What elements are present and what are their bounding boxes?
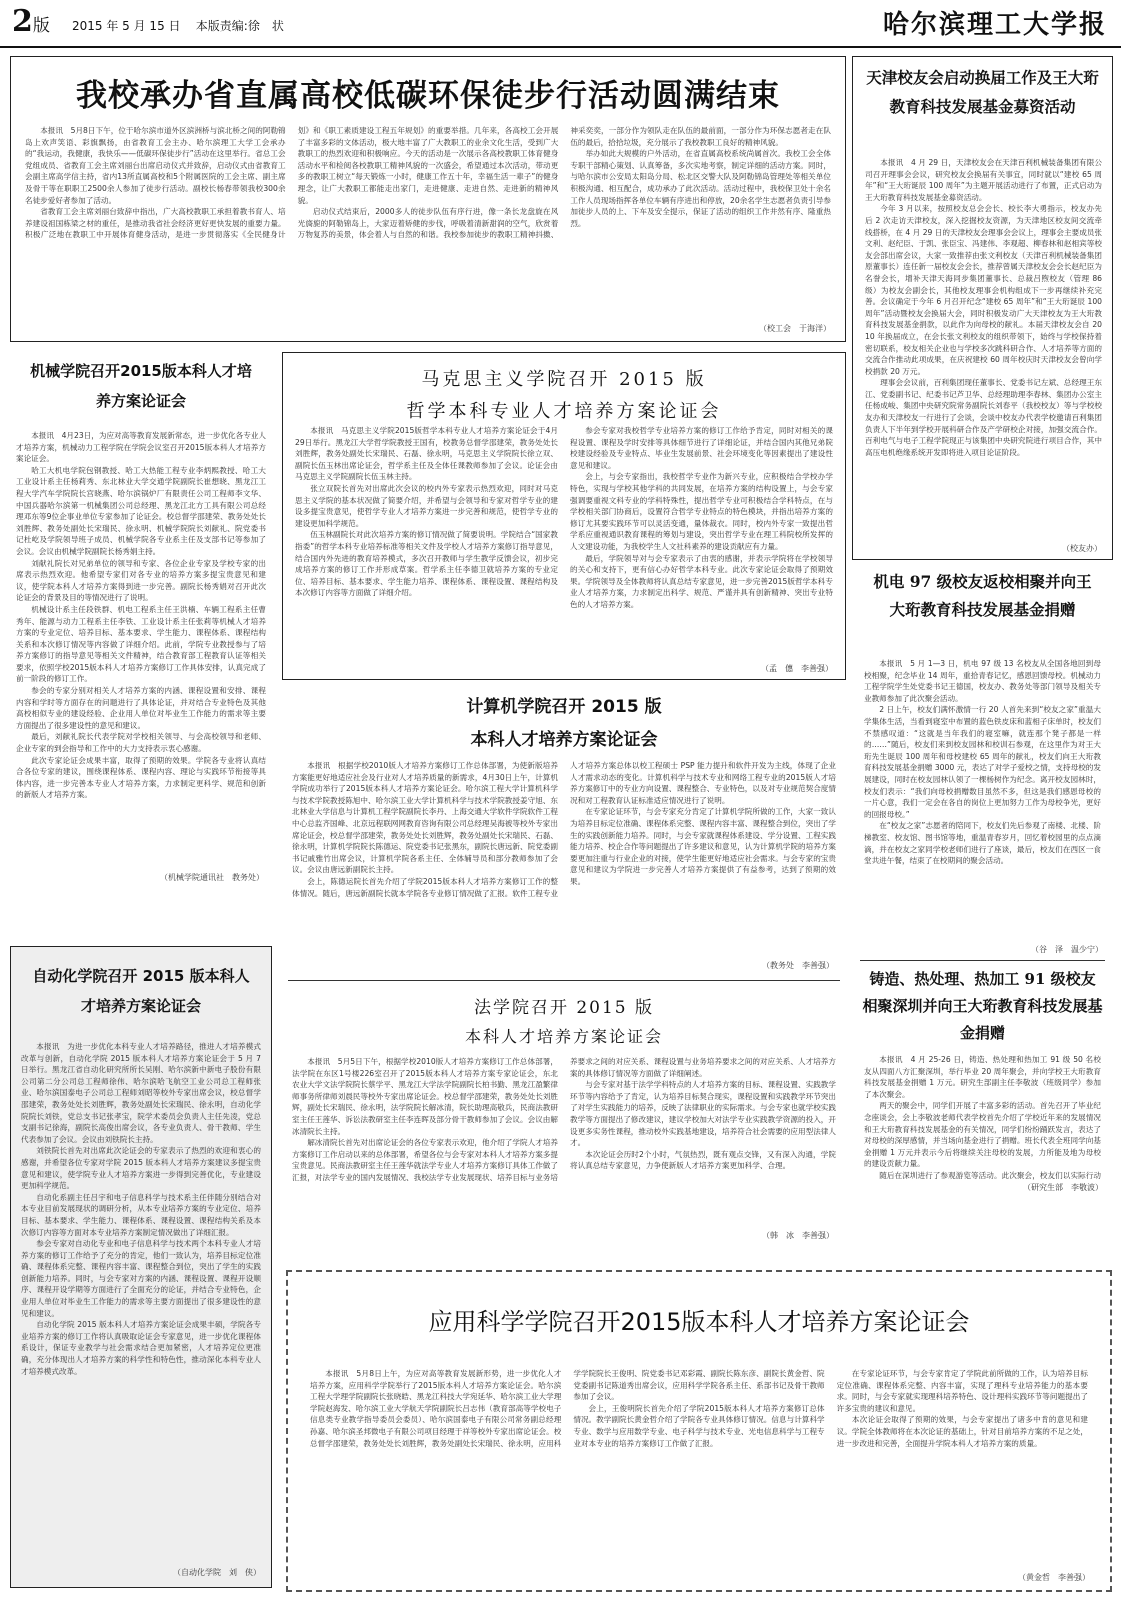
makesi-byline: （孟 僡 李善强） bbox=[761, 664, 833, 673]
tianjin-byline: （校友办） bbox=[1062, 544, 1102, 553]
tianjin-paragraph: 本报讯 4 月 29 日，天津校友会在天津百利机械装备集团有限公司召开理事会会议，研究校友会换届有关事宜，同时就以“建校 65 周年”和“王大珩诞辰 100 周年”为主题开展活动进行了布置，正式启动为王大珩教育科技发展基金募资活动。 bbox=[865, 158, 1102, 202]
zidonghua-article bbox=[10, 946, 272, 1588]
faxue-paragraph: 与会专家对基于法学学科特点的人才培养方案的目标、课程设置、实践教学环节等内容给予了肯定，认为培养目标契合现实，课程设置和实践教学环节突出了对学生实践能力的培养，反映了法律职业的实际需求。与会专家也就学校实践教学等方面提出了修改建议，建议学校加大对法学专业实践教学资源的投入，开设更多实务性课程，推动校外实践基地建设，培养符合社会需要的应用型法律人才。 bbox=[570, 1080, 836, 1148]
jixie-body bbox=[16, 430, 266, 866]
faxue-paragraph: 本报讯 5月5日下午，根据学校2010版人才培养方案修订工作总体部署，法学院在东区1号楼226室召开了2015版本科人才培养方案专家论证会，东北农业大学文法学院院长蔡学平、黑龙江大学法学院副院长柏书勤、黑龙江盈繁律师事务所律师刘晨民等校外专家出席论证会。校总督学邵建荣，教务处处长刘胜辉，副处长宋瑞民、徐永明，法学院院长解冰清，院长助理高敬兵，民商法教研室主任王莲华、诉讼法教研室主任李连晖及部分骨干教师参加了会议。会议由解冰清院长主持。 bbox=[292, 1057, 558, 1136]
zidonghua-paragraph: 参会专家对自动化专业和电子信息科学与技术两个本科专业人才培养方案的修订工作给予了充分的肯定，他们一致认为，培养目标定位准确、课程体系完整、课程内容丰富、课程整合到位，突出了学生的实践创新能力培养。同时，与会专家对方案的内涵、课程设置、课程开设顺序、课程开设学期等方面进行了全面充分的论证，并结合专业特色，企业用人单位对毕业生工作能力的需求等主要方面提出了很多建设性的意见和建议。 bbox=[21, 1239, 261, 1318]
lead-paragraph: 举办如此大规模的户外活动，在省直属高校系统尚属首次。我校工会全体专职干部精心策划、认真筹备，多次实地考察，制定详细的活动方案。同时，与哈尔滨市公安局太阳岛分局、松北区交警大队及阿勒锦岛管理处等相关单位积极沟通、相互配合，成功承办了此次活动。活动过程中，我校保卫处十余名工作人员现场指挥各单位车辆有序进出和停放，20余名学生志愿者负责引导参加徒步人员的上、下车及安全提示，保证了活动的组织工作井然有序、隆重热烈。 bbox=[570, 149, 831, 228]
page-number-suffix: 版 bbox=[32, 16, 50, 36]
jixie-headline: 机械学院召开2015版本科人才培养方案论证会 bbox=[30, 362, 252, 410]
zidonghua-paragraph: 刘铁院长首先对出席此次论证会的专家表示了热烈的欢迎和衷心的感谢，并希望各位专家对学院 2015 版本科人才培养方案建议多提宝贵意见和建议，使学院专业人才培养方案进一步得到完善优化，专业建设更加科学规范。 bbox=[21, 1146, 261, 1191]
lead-body bbox=[25, 125, 831, 321]
lead-byline: （校工会 于海洋） bbox=[759, 324, 831, 333]
jisuanji-paragraph: 会上，陈德运院长首先介绍了学院2015版本科人才培养方案修订工作的整体情况。随后，唐远新副院长就本学院各专业修订情况做了汇报。软件工程专业人才培养方案总体以校工程硕士 PSP 能力提升和软件开发为主线，体现了企业人才需求动态的变化。计算机科学与技术专业和网络工程专业的2015版人才培养方案修订中的专业方向设置、课程整合、专业特色，以及对专业规范契合度情况和对工程教育认证标准适应情况进行了说明。 bbox=[292, 761, 836, 898]
makesi-paragraph: 会上，与会专家指出，我校哲学专业作为新兴专业，应积极结合学校办学特色，实现与学校其他学科的共同发展，在培养方案的结构设置上，与会专家强调要重视文科专业的学科特殊性，提出哲学专业可积极结合学科特点，在与学校相关部门协商后，设置符合哲学专业特点的特色模块，并指出培养方案的修订尤其要实践环节可以灵活变通，量体裁衣。同时，校内外专家一致提出哲学系应重视通识教育课程的筹划与建设，突出哲学专业在理工科院校所发挥的人文建设功能，为我校学生人文社科素养的建设贡献应有力量。 bbox=[570, 472, 833, 551]
jixie-paragraph: 刘献礼院长对兄弟单位的领导和专家、各位企业专家及学校专家的出席表示热烈欢迎。他希望专家们对各专业的培养方案多提宝贵意见和建议，使学院本科人才培养方案得到进一步完善。副院长杨秀娟对召开此次论证会的背景及目的等情况进行了说明。 bbox=[16, 558, 266, 603]
jidian-paragraph: 本报讯 5 月 1—3 日，机电 97 级 13 名校友从全国各地回到母校相聚，纪念毕业 14 周年，重拾青春记忆，感恩回馈母校。机械动力工程学院学生处党委书记王德国，校友办、教务处等部门领导及相关专业教师参加了此次聚会活动。 bbox=[864, 659, 1101, 703]
issue-date: 2015 年 5 月 15 日 bbox=[72, 19, 181, 33]
jisuanji-paragraph: 在专家论证环节，与会专家充分肯定了计算机学院所做的工作，大家一致认为培养目标定位准确、课程体系完整、课程内容丰富、课程整合到位，突出了学生的实践创新能力培养。同时，与会专家就课程体系建设、学分设置、工程实践能力培养、校企合作等问题提出了许多建议和意见，认为计算机学院的培养方案要更加注重与行业企业的对接，使学生能更好地适应社会需求。与会专家的宝贵意见和建议为学院进一步完善人才培养方案提供了有益参考，达到了预期的效果。 bbox=[570, 807, 836, 886]
yingyong-byline: （黄金哲 李善强） bbox=[1018, 1573, 1090, 1582]
newspaper-name: 哈尔滨理工大学报 bbox=[882, 10, 1107, 40]
faxue-headline-1: 法学院召开 2015 版 bbox=[473, 998, 655, 1018]
jidian-article bbox=[852, 562, 1113, 960]
zhuzao-byline: （研究生部 李敬波） bbox=[1023, 1183, 1103, 1192]
tianjin-paragraph: 理事会会议前，百利集团现任董事长、党委书记左斌、总经理王东江、党委副书记、纪委书记芦卫华、总经理助理李春林、集团办公室主任杨成峻、集团中央研究院常务副院长刘春平（我校校友）等与学校校友办和天津校友一行进行了会谈，会谈中校友办代表学校邀请百利集团负责人下半年到学校开展科研合作及产学研校企对接，加强交流合作。百利电气与电子工程学院现正与该集团中央研究院进行项目合作，其中高压电机绝缘系统开发即将进入项目论证阶段。 bbox=[865, 378, 1102, 457]
jisuanji-headline-2: 本科人才培养方案论证会 bbox=[470, 730, 658, 750]
yingyong-paragraph: 本报讯 5月8日上午，为应对高等教育发展新形势，进一步优化人才培养方案，应用科学学院举行了2015版本科人才培养方案论证会。哈尔滨工程大学理学院副院长张晓皓、黑龙江科技大学宛延华、哈尔滨工业大学理学院赵海发、哈尔滨工业大学航天学院副院长吕志伟（教育部高等学校电子信息类专业教学指导委员会委员）、哈尔滨国泰电子有限公司常务副总经理孙嘉、哈尔滨圣邦微电子有限公司项目经理于祥等校外专家出席论证会。校总督学邵建荣，教务处处长刘胜辉，教务处副处长宋瑞民、徐永明，应用科学学院院长王俊明、院党委书记邓彩霞、副院长陈东彦、副院长黄金哲、院党委副书记陈道秀出席会议，应用科学学院各系主任、系部书记及骨干教师参加了会议。 bbox=[310, 1369, 825, 1448]
lead-paragraph: 启动仪式结束后，2000多人的徒步队伍有序行进，像一条长龙盘旋在风光旖旎的阿勒锦岛上，大家迈着矫健的步伐，呼吸着清新甜润的空气，欣赏着万物复苏的美景，体会着人与自然的和谐。我校参加徒步的教职工精神抖擞、神采奕奕，一部分作为领队走在队伍的最前面，一部分作为环保志愿者走在队伍的最后，拾拾垃圾，充分展示了我校教职工良好的精神风貌。 bbox=[297, 126, 831, 240]
yingyong-paragraph: 在专家论证环节，与会专家肯定了学院此前所做的工作，认为培养目标定位准确、课程体系完整、内容丰富，实现了理科专业培养能力的基本要求。同时，与会专家就实现理科培养特色、设计理科实践环节等问题提出了许多宝贵的建议和意见。 bbox=[836, 1369, 1088, 1413]
zhuzao-article bbox=[852, 960, 1113, 1196]
jixie-paragraph: 参会的专家分别对相关人才培养方案的内涵、课程设置和安排、课程内容和学时等方面存在的问题进行了具体论证，并对结合专业特色及其他高校相似专业的建设经验、企业用人单位对毕业生工作能力的需求等主要方面提出了很多建设性的意见和建议。 bbox=[16, 686, 266, 730]
page-editor: 本版责编:徐 状 bbox=[195, 19, 284, 33]
jixie-paragraph: 最后，刘献礼院长代表学院对学校相关领导、与会高校领导和老师、企业专家的到会指导和工作中的大力支持表示衷心感谢。 bbox=[16, 732, 266, 754]
jidian-paragraph: 2 日上午，校友们满怀激情一行 20 人首先来到“校友之家”重温大学集体生活，当看到寝室中布置的蓝色铁皮床和蓝相子床单时，校友们不禁感叹道：“这就是当年我们的寝室嘛，就连那个凳子都是一样的……”随后，校友们来到校友园林和校训石参观，在这里作为对王大珩先生诞辰 100 周年和母校建校 65 周年的献礼，校友们向王大珩教育科技发展基金捐赠 3000 元，表达了对学子爱校之情，支持母校的发展建设，同时在校友园林认领了一棵杨树作为纪念。离开校友园林时，校友们表示：“我们向母校捐赠数目虽然不多，但这是我们感恩母校的一片心意，我们一定会在各自的岗位上更加努力工作为母校争光，更好的回报母校。” bbox=[864, 705, 1101, 819]
yingyong-paragraph: 会上，王俊明院长首先介绍了学院2015版本科人才培养方案修订总体情况。教学副院长黄金哲介绍了学院各专业具体修订情况。信息与计算科学专业、数学与应用数学专业、电子科学与技术专业、光电信息科学与工程专业对本专业的培养方案修订工作做了汇报。 bbox=[573, 1403, 825, 1448]
jisuanji-paragraph: 本报讯 根据学校2010版人才培养方案修订工作总体部署，为使新版培养方案能更好地适应社会及行业对人才培养质量的新需求，4月30日上午，计算机学院成功举行了2015版本科人才培养方案论证会。哈尔滨工程大学计算机科学与技术学院教授陈旭中、哈尔滨工业大学计算机科学与技术学院教授姜守旭、东北林业大学信息与计算机工程学院副院长李丹、上海交通大学软件学院软件工程中心总监齐国峰、北京远程联网网教育咨询有限公司总经理吴海被等校外专家出席论证会，校总督学邵建荣，教务处处长刘胜辉，教务处副处长宋瑞民、石磊、徐永明，计算机学院院长陈德运、院党委书记张黑东，副院长唐远新、院党委副书记戚雅竹出席会议，计算机学院各系主任、全体辅导员和部分教师参加了会议。会议由唐远新副院长主持。 bbox=[292, 761, 558, 875]
zidonghua-headline: 自动化学院召开 2015 版本科人才培养方案论证会 bbox=[32, 967, 250, 1015]
zidonghua-paragraph: 本报讯 为进一步优化本科专业人才培养路径，推进人才培养模式改革与创新，自动化学院 2015 版本科人才培养方案论证会于 5 月 7 日举行。黑龙江省自动化研究所所长吴刚、哈尔滨新中新电子股份有限公司第二分公司总工程师徐伟、哈尔滨哈飞航空工业公司总工程师张业、哈尔滨国泰电子公司总工程师刘昭等校外专家出席会议，校总督学邵建荣，教务处处长刘胜辉，教务处副处长宋瑞民、徐永明，自动化学院院长刘铁，党总支书记张孝宝，院学术委员会负责人主任先凌，党总支副书记徐海，副院长高俊出席会议，各专业负责人、骨干教师、学生代表参加了会议。会议由刘铁院长主持。 bbox=[21, 1042, 261, 1144]
jisuanji-byline: （教务处 李善强） bbox=[762, 961, 834, 970]
zidonghua-byline: （自动化学院 刘 侠） bbox=[173, 1568, 261, 1577]
jidian-body bbox=[864, 658, 1101, 940]
jixie-byline: （机械学院通讯社 教务处） bbox=[160, 873, 264, 882]
lead-paragraph: 省教育工会主席刘丽台致辞中指出，广大高校教职工承担着教书育人、培养建设祖国栋梁之材的重任，是推动我省社会经济更好更快发展的重要力量。积极广泛地在教职工中开展体育健身活动，是进一步贯彻落实《全民健身计划》和《职工素质建设工程五年规划》的重要举措。几年来，各高校工会开展了丰富多彩的文体活动，极大地丰富了广大教职工的业余文化生活，受到广大教职工的热烈欢迎和积极响应。今天的活动是一次展示各高校教职工体育健身活动水平和检阅各校教职工精神风貌的一次盛会，希望通过本次活动，带动更多的教职工树立“每天锻炼一小时，健康工作五十年，幸福生活一辈子”的健身理念，让广大教职工都能走出家门，走进健康、走进自然、走进新的精神风貌。 bbox=[25, 126, 559, 240]
jixie-paragraph: 本报讯 4月23日，为应对高等教育发展新常态，进一步优化各专业人才培养方案，机械动力工程学院在学院会议室召开2015版本科人才培养方案论证会。 bbox=[16, 431, 266, 464]
dateline bbox=[72, 17, 284, 34]
zidonghua-paragraph: 自动化学院 2015 版本科人才培养方案论证会成果丰硕，学院各专业培养方案的修订工作将认真吸取论证会专家意见，进一步优化课程体系设计，保证专业教学与社会需求结合更加紧密，人才培养定位更准确，充分体现出人才培养方案的科学性和特色性，推动深化本科专业人才培养模式改革。 bbox=[21, 1320, 261, 1376]
yingyong-paragraph: 本次论证会取得了预期的效果，与会专家提出了诸多中肯的意见和建议。学院全体教师将在本次论证的基础上，针对目前培养方案的不足之处，进一步改进和完善，全面提升学院本科人才培养方案的质量。 bbox=[836, 1415, 1088, 1448]
tianjin-headline: 天津校友会启动换届工作及王大珩教育科技发展基金募资活动 bbox=[866, 68, 1099, 116]
jisuanji-headline-1: 计算机学院召开 2015 版 bbox=[466, 697, 662, 717]
makesi-headline-1: 马克思主义学院召开 2015 版 bbox=[421, 369, 707, 390]
jisuanji-body bbox=[292, 760, 836, 954]
jixie-paragraph: 哈工大机电学院包钢教授、哈工大热能工程专业李炳熙教授、哈工大工业设计系主任杨莉秀、东北林业大学交通学院副院长崔想晓、黑龙江工程大学汽车学院院长宫晓燕、哈尔滨锅炉厂有限责任公司工程师李文华、中国兵器哈尔滨第一机械集团公司总经理、黑龙江北方工具有限公司总经理邓东等9位企事业单位专家参加了论证会。校总督学邵建荣、教务处处长刘胜辉、教务处副处长宋瑞民、徐永明、机械学院院长刘献礼、院党委书记杜屹及学院领导班子成员、机械学院各专业系主任及支部书记等参加了会议。会议由机械学院副院长杨秀娟主持。 bbox=[16, 465, 266, 556]
makesi-paragraph: 张立双院长首先对出席此次会议的校内外专家表示热烈欢迎，同时对马克思主义学院的基本状况做了简要介绍，并希望与会领导和专家对哲学专业的建设多提宝贵意见，使哲学专业人才培养方案进一步完善和规范，使哲学专业的建设更加科学规范。 bbox=[295, 483, 558, 528]
page-number bbox=[12, 4, 50, 39]
tianjin-paragraph: 今年 3 月以来，按照校友总会会长、校长李大勇指示，校友办先后 2 次走访天津校友，深入挖掘校友资源，为天津地区校友间交流牵线搭桥，在 4 月 29 日的天津校友会理事会会议上，理事会主要成员张文利、赵纪臣、于凯、张臣宝、冯建伟、李观超、柳春林和赵相宾等校友会部出席会议，大家一致推荐由张文利校友（天津百利机械装备集团原董事长）连任新一届校友会会长，推荐曾属天津校友会会长赵纪臣为名誉会长，增补天津天海同步集团董事长、总裁吕煦校友（管理 86 级）为校友会副会长，其他校友理事会机构组成下一步再继续补充完善。会议确定于今年 6 月召开纪念“建校 65 周年”和“王大珩诞辰 100 周年”活动暨校友会换届大会，同时积极发动广大天津校友为王大珩教育科技发展基金捐款，以此作为向母校的献礼。本届天津校友会自 2010 年换届成立，在会长张文利校友的组织带领下，始终与学校保持着密切联系，校友相关企业也与学校多次跳科研合作、人才培养等方面的交流合作推动此项成果，在庆祝建校 60 周年校庆时天津校友会曾向学校捐款 20 万元。 bbox=[865, 204, 1102, 376]
section-divider bbox=[288, 980, 840, 981]
makesi-paragraph: 最后，学院领导对与会专家表示了由衷的感谢，并表示学院将在学校领导的关心和支持下，更有信心办好哲学本科专业。此次专家论证会取得了预期效果。学院领导及全体教师将认真总结专家意见，进一步完善2015版哲学本科专业人才培养方案，力求制定出科学、规范、严谨并具有创新精神、突出专业特色的人才培养方案。 bbox=[570, 553, 833, 609]
zhuzao-paragraph: 两天的聚会中，同学们开展了丰富多彩的活动。首先召开了毕业纪念座谈会，会上李敬波老师代表学校首先介绍了学校近年来的发展情况和王大珩教育科技发展基金的有关情况，同学们纷纷踊跃发言，表达了对母校的深厚感情，并当场向基金进行了捐赠。班长代表全班同学向基金捐赠 1 万元并表示今后将继续关注母校的发展，力所能及地为母校的建设贡献力量。 bbox=[864, 1101, 1101, 1169]
page-number-digit: 2 bbox=[12, 4, 33, 39]
makesi-headline-2: 哲学本科专业人才培养方案论证会 bbox=[406, 401, 722, 422]
yingyong-headline: 应用科学学院召开2015版本科人才培养方案论证会 bbox=[428, 1308, 970, 1336]
zhuzao-headline: 铸造、热处理、热加工 91 级校友相聚深圳并向王大珩教育科技发展基金捐赠 bbox=[862, 970, 1103, 1042]
jixie-paragraph: 机械设计系主任段铁群、机电工程系主任王洪楠、车辆工程系主任曹秀年、能源与动力工程系主任李铁、工业设计系主任张莉等机械人才培养方案的专业定位、培养目标、基本要求、学生能力、课程体系、课程结构关系和本次修订情况等内容做了详细介绍。此前，学院专业教授参与了培养方案修订的指导意见等相关文件精神，结合教育部工程教育认证等相关要求，依照学校2015版本科人才培养方案修订工作具体安排，认真完成了前一阶段的修订工作。 bbox=[16, 604, 266, 684]
lead-paragraph: 本报讯 5月8日下午，位于哈尔滨市道外区滨洲桥与滨北桥之间的阿勒锦岛上欢声笑语、彩旗飘扬，由省教育工会主办、哈尔滨理工大学工会承办的“我运动，我健康，我快乐——低碳环保徒步行”活动在这里举行。省总工会党组成员、省教育工会主席刘丽台出席启动仪式并致辞，启动仪式由省教育工会副主席高学信主持，省内13所直属高校和5个附属医院的工会主席、副主席及骨干等在职职工2500余人参加了徒步行活动。副校长杨春带领我校300余名徒步爱好者参加了活动。 bbox=[25, 126, 286, 205]
lead-headline: 我校承办省直属高校低碳环保徒步行活动圆满结束 bbox=[76, 78, 780, 114]
faxue-headline-2: 本科人才培养方案论证会 bbox=[464, 1027, 663, 1046]
tianjin-body bbox=[865, 157, 1102, 537]
zhuzao-body bbox=[864, 1054, 1101, 1180]
jixie-paragraph: 此次专家论证会成果丰富，取得了预期的效果。学院各专业将认真结合各位专家的建议，围绕课程体系、课程内容、理论与实践环节衔接等具体内容，进一步完善本专业人才培养方案，力求制定更科学、规范和创新的新版人才培养方案。 bbox=[16, 755, 266, 800]
yingyong-article bbox=[286, 1270, 1112, 1592]
zidonghua-body bbox=[21, 1041, 261, 1561]
faxue-paragraph: 本次论证会历时2个小时，气氛热烈，既有观点交锋，又有深入沟通，学院将认真总结专家意见，力争使新版人才培养方案更加科学、合理。 bbox=[570, 1149, 836, 1171]
jidian-byline: （谷 泽 温少宁） bbox=[1031, 945, 1103, 954]
lead-article bbox=[10, 56, 846, 342]
makesi-paragraph: 伍玉林副院长对此次培养方案的修订情况做了简要说明。学院结合“国家教指委”的哲学本科专业培养标准等相关文件及学校人才培养方案修订指导意见，结合国内外先进的教育培养模式，多次召开教师与学生教学反馈会议，初步完成培养方案的修订工作并形成草案。哲学系主任李德卫就培养方案的专业定位、培养目标、基本要求、学生能力培养、课程体系、课程设置、课程结构及本次修订内容等方面做了详细介绍。 bbox=[295, 530, 558, 598]
jidian-paragraph: 在“校友之家”志愿者的陪同下，校友们先后参观了南楼、北楼、阶梯教室、校友馆、图书馆等地，重温青春岁月，回忆着校园里的点点滴滴，并在校友之家同学校老师们进行了座谈，最后，校友们在西区一食堂共进午餐，结束了在校期间的聚会活动。 bbox=[864, 821, 1101, 866]
makesi-paragraph: 本报讯 马克思主义学院2015版哲学本科专业人才培养方案论证会于4月29日举行。黑龙江大学哲学院教授王国有，校教务总督学邵建荣，教务处处长刘胜辉，教务处副处长宋瑞民、石磊、徐永明，马克思主义学院院长徐立双、副院长伍玉林出席论证会，哲学系主任及全体任课教师参加了会议。论证会由马克思主义学院副院长伍玉林主持。 bbox=[295, 426, 558, 482]
zhuzao-paragraph: 本报讯 4 月 25-26 日，铸造、热处理和热加工 91 级 50 名校友从四面八方汇聚深圳，举行毕业 20 周年聚会，并向学校王大珩教育科技发展基金捐赠 1 万元。研究生部副主任李敬波（班级同学）参加了本次聚会。 bbox=[864, 1055, 1101, 1099]
makesi-body bbox=[295, 425, 833, 661]
jidian-headline: 机电 97 级校友返校相聚并向王大珩教育科技发展基金捐赠 bbox=[873, 572, 1092, 619]
zhuzao-paragraph: 随后在深圳进行了参观游览等活动。此次聚会，校友们以实际行动 bbox=[879, 1170, 1101, 1180]
section-divider bbox=[860, 960, 1105, 961]
faxue-byline: （韩 冰 李善强） bbox=[762, 1231, 834, 1240]
jixie-article bbox=[10, 346, 272, 894]
faxue-paragraph: 解冰清院长首先对出席论证会的各位专家表示欢迎，他介绍了学院人才培养方案修订工作启动以来的总体部署，希望各位与会专家对本科人才培养方案多提宝贵意见。民商法教研室主任王莲华就法学专业人才培养方案修订具体工作做了汇报，对法学专业的国内发展情况、我校法学专业发展现状、培养目标与业务培养要求之间的对应关系、课程设置与业务培养要求之间的对应关系、人才培养方案的具体修订情况等方面做了详细阐述。 bbox=[292, 1057, 836, 1182]
faxue-article bbox=[282, 980, 846, 1248]
tianjin-article bbox=[852, 56, 1113, 560]
makesi-article bbox=[282, 352, 846, 680]
jisuanji-article bbox=[282, 684, 846, 976]
masthead bbox=[0, 0, 1121, 48]
faxue-body bbox=[292, 1056, 836, 1224]
yingyong-body bbox=[310, 1368, 1088, 1568]
makesi-paragraph: 参会专家对我校哲学专业培养方案的修订工作给予肯定，同时对相关的课程设置、课程及学时安排等具体细节进行了详细论证，并结合国内其他兄弟院校建设经验及专业特点、毕业生发展前景、社会环境变化等因素提出了建设性意见和建议。 bbox=[570, 426, 833, 470]
zidonghua-paragraph: 自动化系副主任吕宇和电子信息科学与技术系主任伴随分别结合对本专业目前发展现状的调研分析，从本专业培养方案的专业定位、培养目标、基本要求、学生能力、课程体系、课程设置、课程结构关系及本次修订内容等方面对本专业培养方案制定情况做出了详细汇报。 bbox=[21, 1192, 261, 1237]
